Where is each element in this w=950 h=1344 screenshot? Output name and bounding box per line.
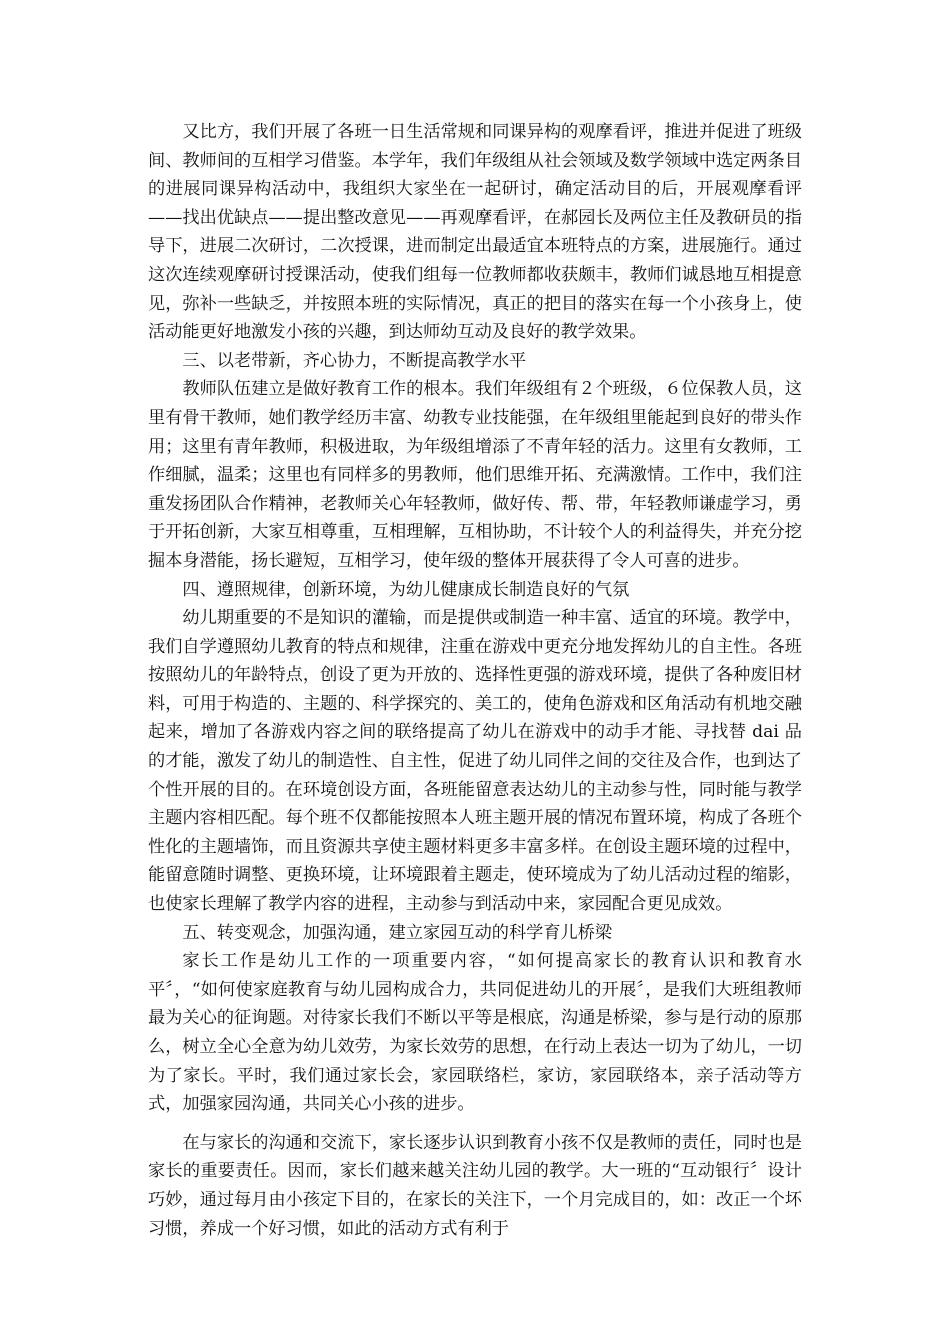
document-body (148, 118, 802, 1243)
paragraph-observation-review: 又比方，我们开展了各班一日生活常规和同课异构的观摩看评，推进并促进了班级间、教师间的互相学习借鉴。本学年，我们年级组从社会领域及数学领域中选定两条目的进展同课异构活动中，我组织大家坐在一起研讨，确定活动目的后，开展观摩看评——找出优缺点——提出整改意见——再观摩看评，在郝园长及两位主任及教研员的指导下，进展二次研讨，二次授课，进而制定出最适宜本班特点的方案，进展施行。通过这次连续观摩研讨授课活动，使我们组每一位教师都收获颇丰，教师们诚恳地互相提意见，弥补一些缺乏，并按照本班的实际情况，真正的把目的落实在每一个小孩身上，使活动能更好地激发小孩的兴趣，到达师幼互动及良好的教学效果。 (148, 122, 802, 343)
section-heading-3: 三、以老带新，齐心协力，不断提高教学水平 (182, 350, 527, 371)
paragraph-parent-work: 家长工作是幼儿工作的一项重要内容，“如何提高家长的教育认识和教育水平〞，“如何使家庭教育与幼儿园构成合力，共同促进幼儿的开展〞，是我们大班组教师最为关心的征询题。对待家长我们不断以平等是根底，沟通是桥梁，参与是行动的原那么，树立全心全意为幼儿效劳，为家长效劳的思想，在行动上表达一切为了幼儿，一切为了家长。平时，我们通过家长会，家园联络栏，家访，家园联络本，亲子活动等方式，加强家园沟通，共同关心小孩的进步。 (148, 951, 802, 1115)
paragraph-environment: 幼儿期重要的不是知识的灌输，而是提供或制造一种丰富、适宜的环境。教学中，我们自学遵照幼儿教育的特点和规律，注重在游戏中更充分地发挥幼儿的自主性。各班按照幼儿的年龄特点，创设了更为开放的、选择性更强的游戏环境，提供了各种废旧材料，可用于构造的、主题的、科学探究的、美工的，使角色游戏和区角活动有机地交融起来，增加了各游戏内容之间的联络提高了幼儿在游戏中的动手才能、寻找替 dai 品的才能，激发了幼儿的制造性、自主性，促进了幼儿同伴之间的交往及合作，也到达了个性开展的目的。在环境创设方面，各班能留意表达幼儿的主动参与性，同时能与教学主题内容相匹配。每个班不仅都能按照本人班主题开展的情况布置环境，构成了各班个性化的主题墙饰，而且资源共享使主题材料更多丰富多样。在创设主题环境的过程中，能留意随时调整、更换环境，让环境跟着主题走，使环境成为了幼儿活动过程的缩影，也使家长理解了教学内容的进程，主动参与到活动中来，家园配合更见成效。 (148, 608, 802, 915)
section-heading-5: 五、转变观念，加强沟通，建立家园互动的科学育儿桥梁 (182, 922, 613, 943)
section-heading-4: 四、遵照规律，创新环境，为幼儿健康成长制造良好的气氛 (182, 579, 630, 600)
paragraph-parent-communication: 在与家长的沟通和交流下，家长逐步认识到教育小孩不仅是教师的责任，同时也是家长的重要责任。因而，家长们越来越关注幼儿园的教学。大一班的“互动银行〞设计巧妙，通过每月由小孩定下目的，在家长的关注下，一个月完成目的，如：改正一个坏习惯，养成一个好习惯，如此的活动方式有利于 (148, 1132, 802, 1239)
paragraph-teacher-team: 教师队伍建立是做好教育工作的根本。我们年级组有２个班级，６位保教人员，这里有骨干教师，她们教学经历丰富、幼教专业技能强，在年级组里能起到良好的带头作用；这里有青年教师，积极进取，为年级组增添了不青年轻的活力。这里有女教师，工作细腻，温柔；这里也有同样多的男教师，他们思维开拓、充满激情。工作中，我们注重发扬团队合作精神，老教师关心年轻教师，做好传、帮、带，年轻教师谦虚学习，勇于开拓创新，大家互相尊重，互相理解，互相协助，不计较个人的利益得失，并充分挖掘本身潜能，扬长避短，互相学习，使年级的整体开展获得了令人可喜的进步。 (148, 379, 802, 571)
